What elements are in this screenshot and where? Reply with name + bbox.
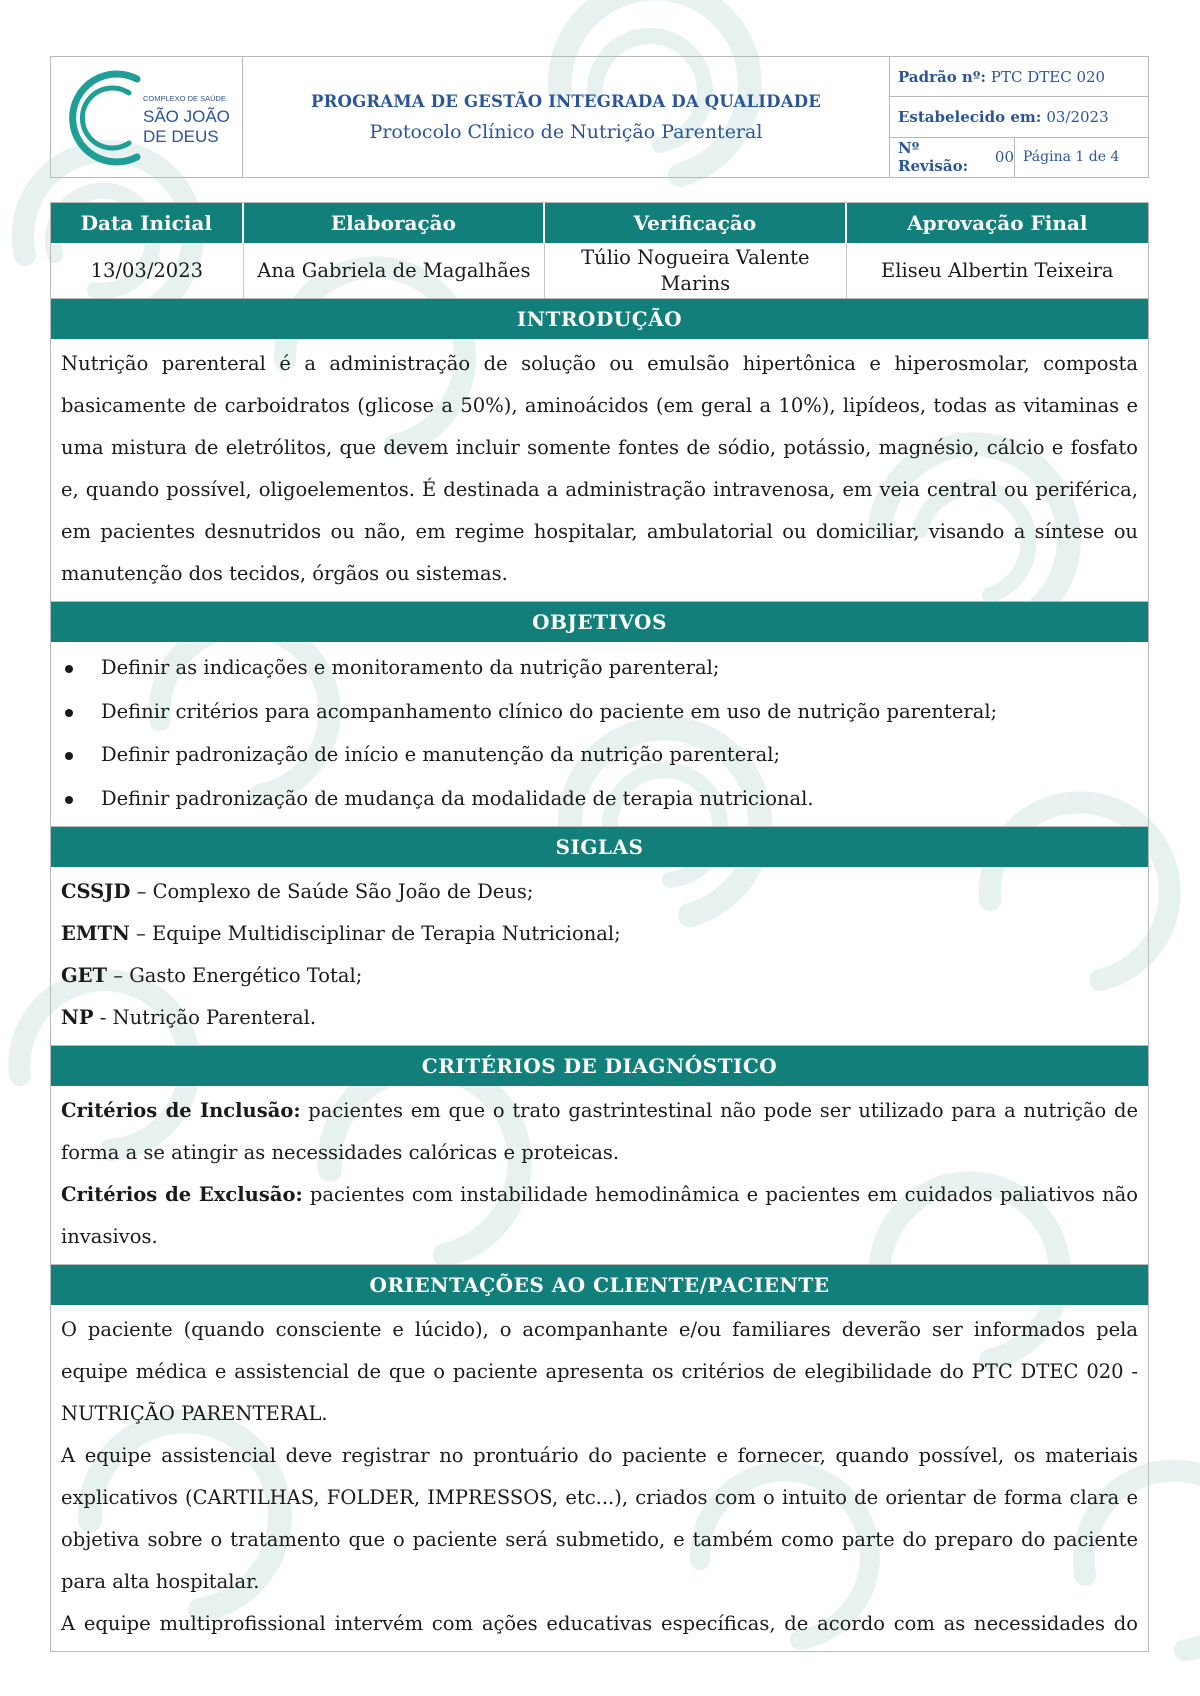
section-objetivos xyxy=(50,602,1149,827)
data-inicial-value: 13/03/2023 xyxy=(51,243,244,298)
header-title-block xyxy=(243,57,890,177)
revisao-cell xyxy=(890,138,1015,177)
orientacoes-paragraph: O paciente (quando consciente e lúcido), o acompanhante e/ou familiares deverão ser informados pela equipe médica e assistencial de que o paciente apresenta os critérios de elegibilidade do PTC DTEC 020 - NUTRIÇÃO PARENTERAL. xyxy=(61,1318,1138,1425)
approval-header-cell: Aprovação Final xyxy=(847,203,1148,243)
aprovacao-value: Eliseu Albertin Teixeira xyxy=(881,258,1114,282)
introducao-text: Nutrição parenteral é a administração de solução ou emulsão hipertônica e hiperosmolar, composta basicamente de carboidratos (glicose a 50%), aminoácidos (em geral a 10%), lipídeos, todas as vitaminas e uma mistura de eletrólitos, que devem incluir somente fontes de sódio, potássio, magnésio, cálcio e fosfato e, quando possível, oligoelementos. É destinada a administração intravenosa, em veia central ou periférica, em pacientes desnutridos ou não, em regime hospitalar, ambulatorial ou domiciliar, visando a síntese ou manutenção dos tecidos, órgãos ou sistemas. xyxy=(61,352,1138,585)
elaboracao-value: Ana Gabriela de Magalhães xyxy=(244,243,545,298)
bullet-icon xyxy=(65,752,73,760)
header-meta xyxy=(890,57,1148,177)
logo-line-2: SÃO JOÃO xyxy=(143,107,230,126)
logo-line-1: COMPLEXO DE SAÚDE xyxy=(143,94,226,103)
estabelecido-row xyxy=(890,97,1148,137)
page-number: Página 1 de 4 xyxy=(1023,149,1120,166)
approval-table xyxy=(50,202,1149,299)
padrao-label: Padrão nº: xyxy=(898,67,986,86)
list-item: Definir critérios para acompanhamento clínico do paciente em uso de nutrição parenteral; xyxy=(61,690,1138,734)
verificacao-value: Túlio Nogueira Valente Marins xyxy=(545,243,846,298)
criterios-inclusao: Critérios de Inclusão: pacientes em que o trato gastrintestinal não pode ser utilizado para a nutrição de forma a se atingir as necessidades calóricas e proteicas. xyxy=(61,1099,1138,1164)
approval-header-cell: Verificação xyxy=(545,203,846,243)
revisao-row xyxy=(890,138,1148,177)
objetivos-list xyxy=(61,646,1138,820)
logo-line-3: DE DEUS xyxy=(143,127,219,146)
revisao-label: Nº Revisão: xyxy=(898,139,969,176)
approval-values-row xyxy=(51,243,1148,298)
list-item: Definir padronização de mudança da modalidade de terapia nutricional. xyxy=(61,777,1138,821)
bullet-icon xyxy=(65,796,73,804)
criterios-exclusao: Critérios de Exclusão: pacientes com instabilidade hemodinâmica e pacientes em cuidados paliativos não invasivos. xyxy=(61,1183,1138,1248)
section-title: ORIENTAÇÕES AO CLIENTE/PACIENTE xyxy=(51,1265,1148,1305)
list-item: Definir padronização de início e manutenção da nutrição parenteral; xyxy=(61,733,1138,777)
section-orientacoes xyxy=(50,1265,1149,1652)
orientacoes-paragraph: A equipe multiprofissional intervém com ações educativas específicas, de acordo com as necessidades do xyxy=(61,1612,1138,1635)
section-criterios xyxy=(50,1046,1149,1265)
logo xyxy=(51,57,243,177)
section-title: SIGLAS xyxy=(51,827,1148,867)
list-item: Definir as indicações e monitoramento da nutrição parenteral; xyxy=(61,646,1138,690)
section-title: OBJETIVOS xyxy=(51,602,1148,642)
document-page xyxy=(50,56,1149,1652)
sigla-item: EMTN – Equipe Multidisciplinar de Terapia Nutricional; xyxy=(61,922,621,945)
estabelecido-label: Estabelecido em: xyxy=(898,107,1042,126)
approval-header-cell: Elaboração xyxy=(244,203,545,243)
padrao-row xyxy=(890,57,1148,97)
bullet-icon xyxy=(65,709,73,717)
section-introducao xyxy=(50,299,1149,602)
estabelecido-value: 03/2023 xyxy=(1046,107,1109,126)
section-siglas xyxy=(50,827,1149,1046)
approval-header-row xyxy=(51,203,1148,243)
logo-mark-icon xyxy=(51,57,243,177)
section-title: CRITÉRIOS DE DIAGNÓSTICO xyxy=(51,1046,1148,1086)
revisao-value: 00 xyxy=(994,148,1014,167)
sigla-item: NP - Nutrição Parenteral. xyxy=(61,1006,317,1029)
program-title: PROGRAMA DE GESTÃO INTEGRADA DA QUALIDADE xyxy=(311,91,821,111)
sigla-item: CSSJD – Complexo de Saúde São João de Deus; xyxy=(61,880,534,903)
section-title: INTRODUÇÃO xyxy=(51,299,1148,339)
document-header xyxy=(50,56,1149,178)
protocol-title: Protocolo Clínico de Nutrição Parenteral xyxy=(369,120,763,143)
orientacoes-paragraph: A equipe assistencial deve registrar no prontuário do paciente e fornecer, quando possível, os materiais explicativos (CARTILHAS, FOLDER, IMPRESSOS, etc...), criados com o intuito de orientar de forma clara e objetiva sobre o tratamento que o paciente será submetido, e também como parte do preparo do paciente para alta hospitalar. xyxy=(61,1444,1138,1593)
pagina-cell xyxy=(1015,138,1119,177)
padrao-value: PTC DTEC 020 xyxy=(990,67,1106,86)
approval-header-cell: Data Inicial xyxy=(51,203,244,243)
sigla-item: GET – Gasto Energético Total; xyxy=(61,964,363,987)
bullet-icon xyxy=(65,665,73,673)
